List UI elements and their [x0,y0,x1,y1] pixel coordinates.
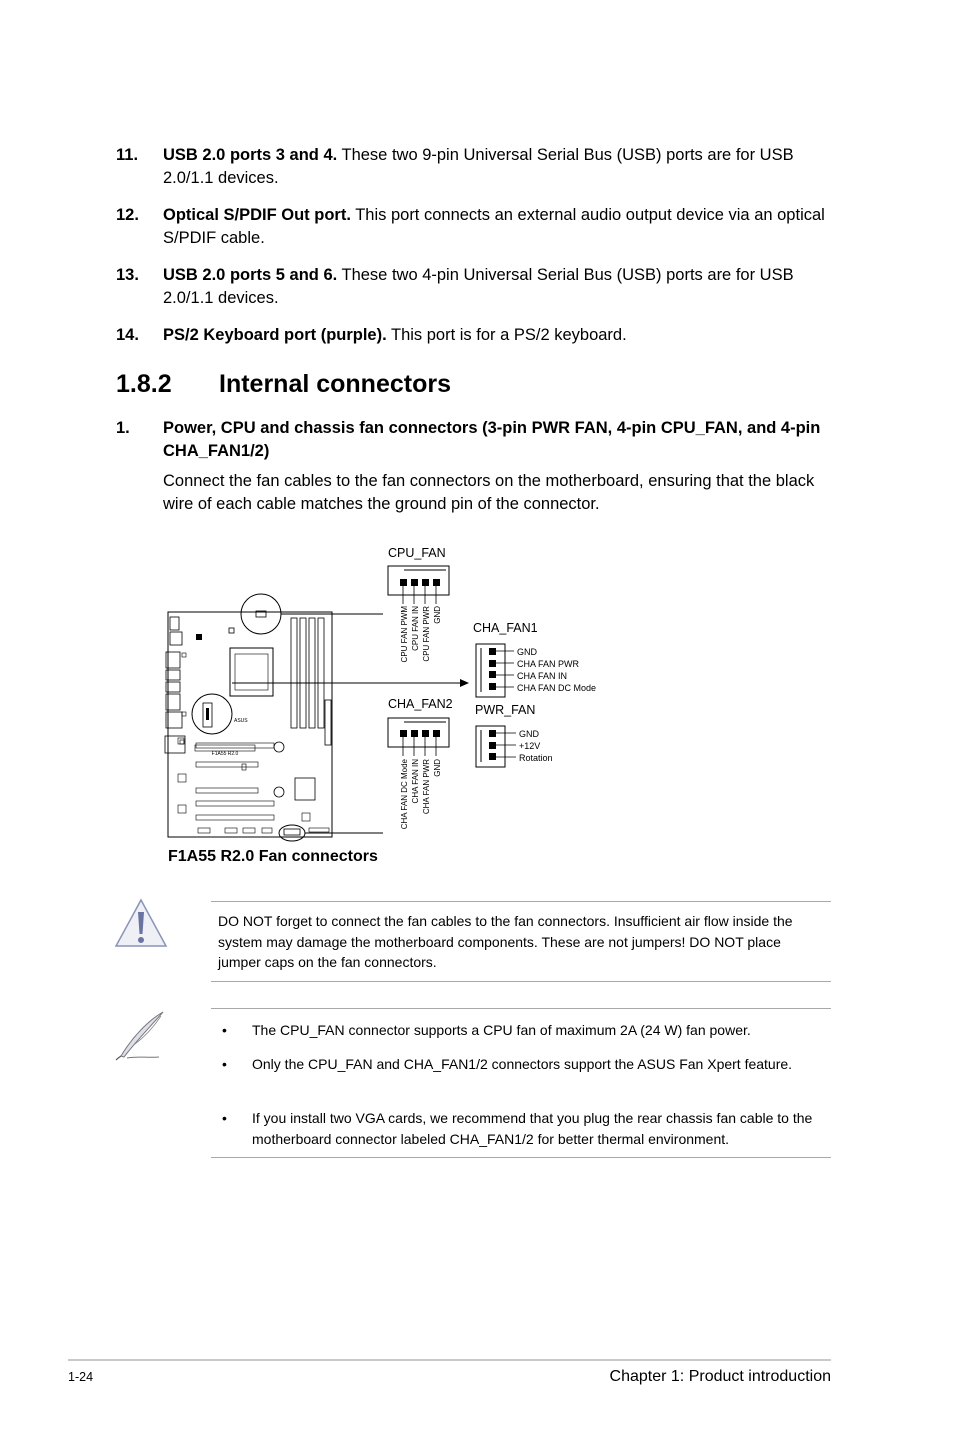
subsection-title: Power, CPU and chassis fan connectors (3-pin PWR FAN, 4-pin CPU_FAN, and 4-pin CHA_FAN1/2) [163,419,821,460]
pwr-fan-pin-label: Rotation [519,753,553,763]
cha-fan2-pin-label: CHA FAN PWR [422,759,431,815]
list-item-title: USB 2.0 ports 5 and 6. [163,266,338,284]
pwr-fan-label: PWR_FAN [475,703,536,717]
list-item-title: Optical S/PDIF Out port. [163,206,351,224]
cha-fan2-label: CHA_FAN2 [388,697,453,711]
list-number: 14. [116,326,139,344]
cha-fan1-label: CHA_FAN1 [473,621,538,635]
note-pen-icon [113,1010,169,1062]
fan-connector-diagram [0,530,954,870]
note-text: If you install two VGA cards, we recommend that you plug the rear chassis fan cable to the motherboard connector labeled CHA_FAN1/2 for better thermal environment. [252,1110,813,1147]
cha-fan1-pin-label: GND [517,647,537,657]
motherboard-outline [168,612,332,837]
list-item-text: These two 9-pin Universal Serial Bus (USB) ports are for USB 2.0/1.1 devices. [163,146,794,187]
page-number: 1-24 [68,1370,94,1384]
list-item-text: This port is for a PS/2 keyboard. [386,326,627,344]
note-text: Only the CPU_FAN and CHA_FAN1/2 connectors support the ASUS Fan Xpert feature. [252,1056,793,1072]
list-number: 12. [116,206,139,224]
cha-fan2-pin-label: GND [433,759,442,777]
warning-rule-top [211,901,831,902]
cha-fan1-pin-label: CHA FAN PWR [517,659,580,669]
bullet-dot: • [222,1110,227,1126]
cha-fan2-pin-label: CHA FAN DC Mode [400,759,409,830]
pwr-fan-pin-label: GND [519,729,539,739]
note-rule-top [211,1008,831,1009]
list-number: 13. [116,266,139,284]
section-number: 1.8.2 [116,370,172,398]
cha-fan2-pin-label: CHA FAN IN [411,759,420,804]
pwr-fan-pin-label: +12V [519,741,541,751]
cpu-fan-pin-label: CPU FAN PWM [400,606,409,663]
warning-icon [112,896,170,952]
list-item-text: This port connects an external audio output device via an optical S/PDIF cable. [163,206,825,247]
cha-fan1-pin-label: CHA FAN DC Mode [517,683,597,693]
list-item-title: USB 2.0 ports 3 and 4. [163,146,338,164]
subsection-number: 1. [116,419,130,437]
note-text: The CPU_FAN connector supports a CPU fan of maximum 2A (24 W) fan power. [252,1022,751,1038]
asus-logo-text: ASUS [234,718,248,724]
note-rule-bottom [211,1157,831,1158]
cpu-fan-pin-label: GND [433,606,442,624]
bullet-dot: • [222,1022,227,1038]
diagram-caption: F1A55 R2.0 Fan connectors [168,848,378,865]
section-title: Internal connectors [219,370,451,398]
cpu-fan-pin-label: CPU FAN IN [411,606,420,651]
cpu-fan-pin-label: CPU FAN PWR [422,606,431,662]
warning-text: DO NOT forget to connect the fan cables to the fan connectors. Insufficient air flow inside the system may damage the motherboard components. These are not jumpers! DO NOT place jumper caps on the fan connectors. [218,913,793,970]
bullet-dot: • [222,1056,227,1072]
list-item-title: PS/2 Keyboard port (purple). [163,326,387,344]
warning-rule-bottom [211,981,831,982]
list-number: 11. [116,146,139,164]
cpu-fan-label: CPU_FAN [388,546,446,560]
cha-fan1-pin-label: CHA FAN IN [517,671,568,681]
footer-rule [68,1359,831,1361]
list-item-text: These two 4-pin Universal Serial Bus (USB) ports are for USB 2.0/1.1 devices. [163,266,794,307]
chapter-title: Chapter 1: Product introduction [609,1368,831,1385]
subsection-body: Connect the fan cables to the fan connectors on the motherboard, ensuring that the black wire of each cable matches the ground pin of the connector. [163,472,815,513]
board-label: F1A55 R2.0 [211,751,239,757]
